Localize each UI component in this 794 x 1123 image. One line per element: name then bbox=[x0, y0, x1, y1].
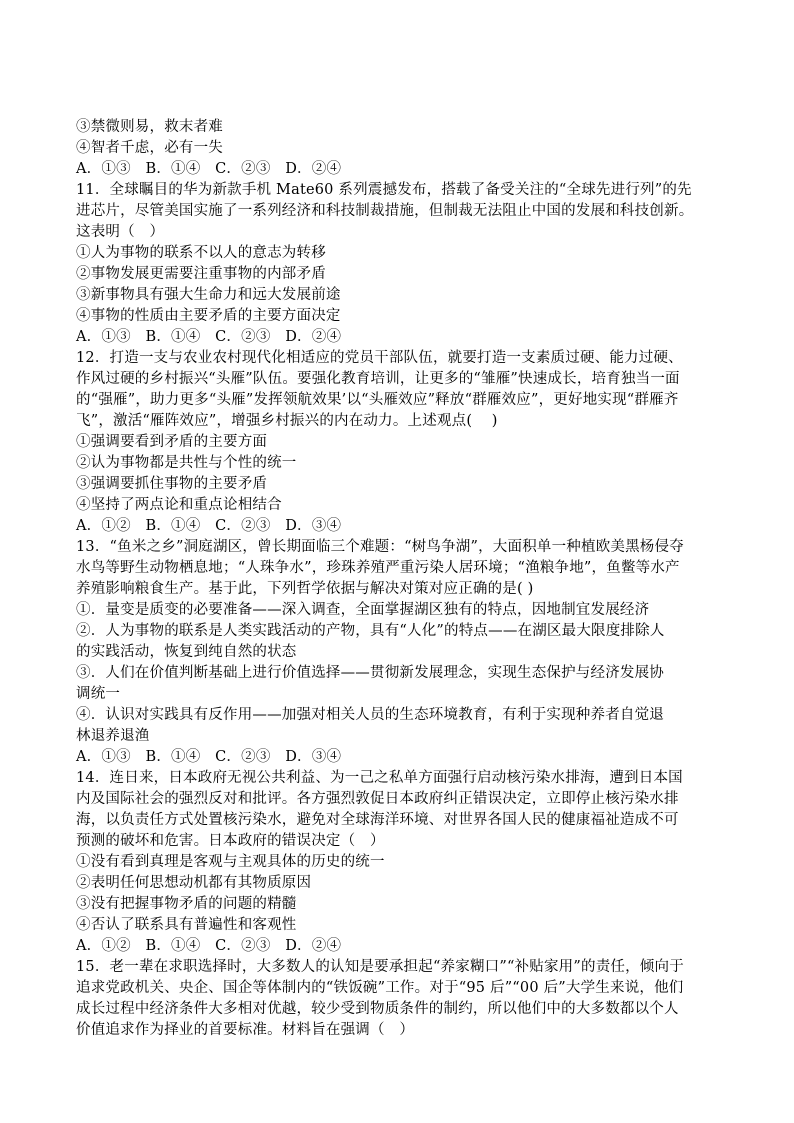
text-line: ④智者千虑，必有一失 bbox=[76, 140, 223, 156]
statement-item: ④事物的性质由主要矛盾的主要方面决定 bbox=[76, 308, 341, 324]
question-12-text: 飞”，激活“雁阵效应”，增强乡村振兴的内在动力。上述观点( ) bbox=[76, 413, 498, 429]
question-11-text: 11．全球瞩目的华为新款手机 Mate60 系列震撼发布，搭载了备受关注的“全球先进行列”的先 bbox=[76, 182, 692, 198]
statement-item: ④坚持了两点论和重点论相结合 bbox=[76, 497, 282, 513]
document-page bbox=[76, 117, 722, 1041]
statement-item: ②．人为事物的联系是人类实践活动的产物，具有“人化”的特点——在湖区最大限度排除人 bbox=[76, 623, 665, 639]
answer-options: A．①② B．①④ C．②③ D．②④ bbox=[76, 938, 342, 954]
statement-item: ①没有看到真理是客观与主观具体的历史的统一 bbox=[76, 854, 385, 870]
question-15-text: 价值追求作为择业的首要标准。材料旨在强调（ ） bbox=[76, 1022, 415, 1038]
question-14-text: 14．连日来，日本政府无视公共利益、为一己之私单方面强行启动核污染水排海，遭到日本国 bbox=[76, 770, 683, 786]
statement-item: ②事物发展更需要注重事物的内部矛盾 bbox=[76, 266, 326, 282]
question-14-text: 海，以负责任方式处置核污染水，避免对全球海洋环境、对世界各国人民的健康福祉造成不可 bbox=[76, 812, 679, 828]
question-14-text: 预测的破坏和危害。日本政府的错误决定（ ） bbox=[76, 833, 385, 849]
statement-item: 调统一 bbox=[76, 686, 121, 702]
statement-item: ①．量变是质变的必要准备——深入调查，全面掌握湖区独有的特点，因地制宜发展经济 bbox=[76, 602, 650, 618]
question-13-text: 养殖影响粮食生产。基于此，下列哲学依据与解决对策对应正确的是( ) bbox=[76, 581, 534, 597]
answer-options: A．①③ B．①④ C．②③ D．③④ bbox=[76, 749, 342, 765]
question-12-text: 的“强雁”，助力更多“头雁”发挥领航效果’以“头雁效应”释放“群雁效应”，更好地实现“群雁齐 bbox=[76, 392, 679, 408]
question-15-text: 追求党政机关、央企、国企等体制内的“铁饭碗”工作。对于“95 后”“00 后”大学生来说，他们 bbox=[76, 980, 684, 996]
statement-item: 的实践活动，恢复到纯自然的状态 bbox=[76, 644, 297, 660]
statement-item: ②表明任何思想动机都有其物质原因 bbox=[76, 875, 312, 891]
question-11-text: 这表明（ ） bbox=[76, 224, 165, 240]
question-12-text: 作风过硬的乡村振兴“头雁”队伍。要强化教育培训，让更多的“雏雁”快速成长，培育独当一面 bbox=[76, 371, 680, 387]
answer-options: A．①③ B．①④ C．②③ D．②④ bbox=[76, 161, 342, 177]
statement-item: ③强调要抓住事物的主要矛盾 bbox=[76, 476, 268, 492]
question-13-text: 水鸟等野生动物栖息地；“人珠争水”，珍珠养殖严重污染人居环境；“渔粮争地”，鱼鳖等水产 bbox=[76, 560, 680, 576]
statement-item: 林退养退渔 bbox=[76, 728, 150, 744]
answer-options: A．①② B．①④ C．②③ D．③④ bbox=[76, 518, 342, 534]
text-line: ③禁微则易，救末者难 bbox=[76, 119, 223, 135]
statement-item: ①强调要看到矛盾的主要方面 bbox=[76, 434, 268, 450]
statement-item: ④否认了联系具有普遍性和客观性 bbox=[76, 917, 297, 933]
question-12-text: 12．打造一支与农业农村现代化相适应的党员干部队伍，就要打造一支素质过硬、能力过硬、 bbox=[76, 350, 683, 366]
statement-item: ③没有把握事物矛盾的问题的精髓 bbox=[76, 896, 297, 912]
question-13-text: 13．“鱼米之乡”洞庭湖区，曾长期面临三个难题：“树鸟争湖”，大面积单一种植欧美黑杨侵夺 bbox=[76, 539, 684, 555]
question-15-text: 成长过程中经济条件大多相对优越，较少受到物质条件的制约，所以他们中的大多数都以个人 bbox=[76, 1001, 679, 1017]
statement-item: ③．人们在价值判断基础上进行价值选择——贯彻新发展理念，实现生态保护与经济发展协 bbox=[76, 665, 664, 681]
statement-item: ③新事物具有强大生命力和远大发展前途 bbox=[76, 287, 341, 303]
statement-item: ④．认识对实践具有反作用——加强对相关人员的生态环境教育，有利于实现种养者自觉退 bbox=[76, 707, 664, 723]
answer-options: A．①③ B．①④ C．②③ D．②④ bbox=[76, 329, 342, 345]
statement-item: ①人为事物的联系不以人的意志为转移 bbox=[76, 245, 326, 261]
statement-item: ②认为事物都是共性与个性的统一 bbox=[76, 455, 297, 471]
question-15-text: 15．老一辈在求职选择时，大多数人的认知是要承担起“养家糊口”“补贴家用”的责任，倾向于 bbox=[76, 959, 684, 975]
question-11-text: 进芯片，尽管美国实施了一系列经济和科技制裁措施，但制裁无法阻止中国的发展和科技创新。 bbox=[76, 203, 694, 219]
question-14-text: 内及国际社会的强烈反对和批评。各方强烈敦促日本政府纠正错误决定，立即停止核污染水排 bbox=[76, 791, 679, 807]
